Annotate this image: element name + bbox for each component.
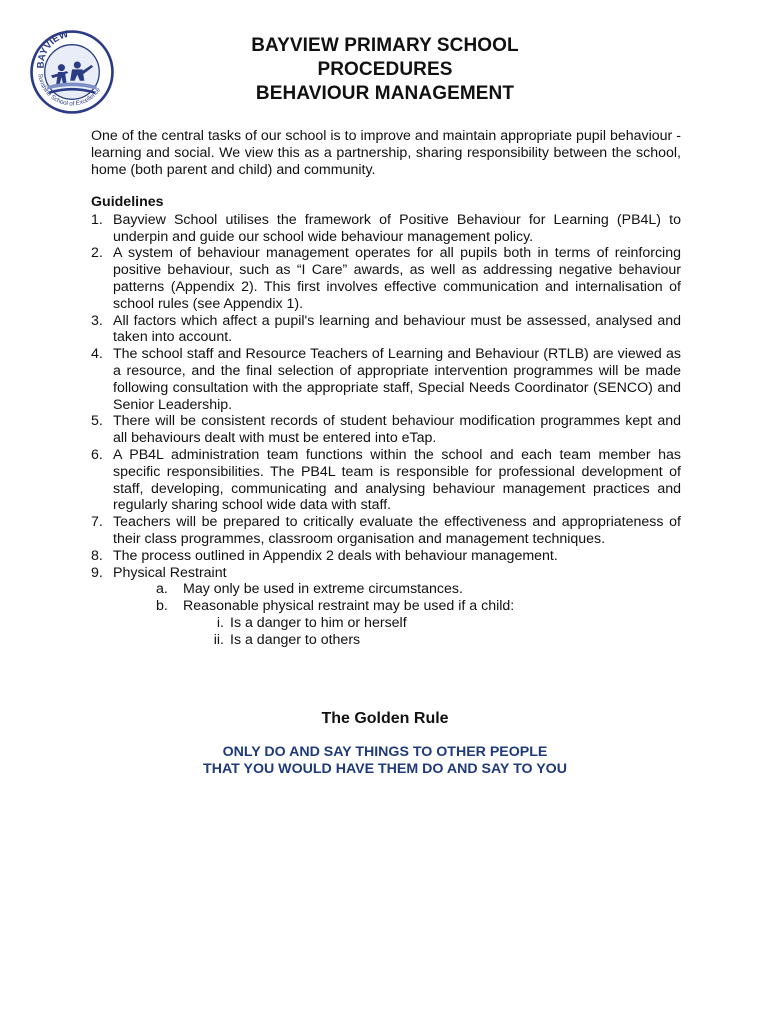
sub-sub-item-text: Is a danger to him or herself	[230, 614, 407, 631]
sub-item	[156, 581, 681, 598]
item-text: Bayview School utilises the framework of Positive Behaviour for Learning (PB4L) to underpin and guide our school wide behaviour management policy.	[113, 211, 681, 245]
item-text: A PB4L administration team functions within the school and each team member has specific responsibilities. The PB4L team is responsible for professional development of staff, developing, communicating and analysing behaviour management practices and regularly sharing school wide data with staff.	[113, 446, 681, 514]
sub-sub-item	[205, 632, 681, 649]
item-number: 6.	[91, 446, 103, 463]
guideline-item	[91, 447, 681, 514]
item-text: The process outlined in Appendix 2 deals with behaviour management.	[113, 547, 558, 564]
intro-paragraph: One of the central tasks of our school is to improve and maintain appropriate pupil behaviour - learning and social. We view this as a partnership, sharing responsibility between the school, home (both parent and child) and community.	[91, 128, 681, 178]
item-number: 5.	[91, 413, 103, 430]
item-number: 7.	[91, 514, 103, 531]
sub-sub-item	[205, 615, 681, 632]
item-text: There will be consistent records of student behaviour modification programmes kept and all behaviours dealt with must be entered into eTap.	[113, 413, 681, 447]
sub-sub-item-numeral: i.	[216, 614, 224, 631]
item-number: 8.	[91, 547, 103, 564]
item-number: 1.	[91, 211, 103, 228]
golden-rule-line: ONLY DO AND SAY THINGS TO OTHER PEOPLE	[222, 744, 548, 760]
item-number: 4.	[91, 346, 103, 363]
item-text: All factors which affect a pupil's learning and behaviour must be assessed, analysed and taken into account.	[113, 312, 681, 346]
policy-title-heading: BEHAVIOUR MANAGEMENT	[255, 83, 515, 104]
sub-item-text: May only be used in extreme circumstances.	[183, 581, 463, 598]
item-number: 9.	[91, 564, 103, 581]
sub-item	[156, 598, 681, 615]
item-text: A system of behaviour management operates for all pupils both in terms of reinforcing positive behaviour, such as “I Care” awards, as well as addressing negative behaviour patterns (Appendix 2). This first involves effective communication and internalisation of school rules (see Appendix 1).	[113, 245, 681, 312]
guideline-item	[91, 514, 681, 548]
guideline-item	[91, 565, 681, 582]
guideline-item	[91, 245, 681, 312]
school-logo	[28, 28, 116, 116]
guidelines-heading: Guidelines	[91, 194, 164, 210]
sub-item-text: Reasonable physical restraint may be used if a child:	[183, 598, 515, 615]
guideline-item	[91, 346, 681, 413]
item-text: The school staff and Resource Teachers of Learning and Behaviour (RTLB) are viewed as a resource, and the final selection of appropriate intervention programmes will be made following consultation with the appropriate staff, Special Needs Coordinator (SENCO) and Senior Leadership.	[113, 346, 681, 413]
document-title-block	[150, 34, 620, 106]
sub-item-letter: a.	[156, 581, 168, 598]
guideline-item	[91, 548, 681, 565]
item-text: Teachers will be prepared to critically evaluate the effectiveness and appropriateness of their class programmes, classroom organisation and management techniques.	[113, 514, 681, 547]
guideline-item	[91, 212, 681, 246]
sub-sub-item-numeral: ii.	[213, 631, 224, 648]
guideline-item	[91, 313, 681, 347]
guideline-item	[91, 413, 681, 447]
sub-item-letter: b.	[156, 598, 168, 615]
guidelines-section	[91, 194, 681, 649]
golden-rule-line: THAT YOU WOULD HAVE THEM DO AND SAY TO YOU	[203, 761, 567, 777]
item-number: 2.	[91, 245, 103, 262]
golden-rule-heading: The Golden Rule	[321, 710, 449, 727]
sub-sub-item-text: Is a danger to others	[230, 631, 361, 648]
procedures-heading: PROCEDURES	[317, 59, 453, 80]
item-number: 3.	[91, 312, 103, 329]
logo-ring-text: Sunshine School of Excellence	[36, 73, 103, 108]
logo-arc-text: BAYVIEW	[35, 28, 70, 69]
golden-rule-text	[0, 744, 770, 778]
item-text: Physical Restraint	[113, 564, 227, 581]
school-name-heading: BAYVIEW PRIMARY SCHOOL	[251, 35, 519, 56]
